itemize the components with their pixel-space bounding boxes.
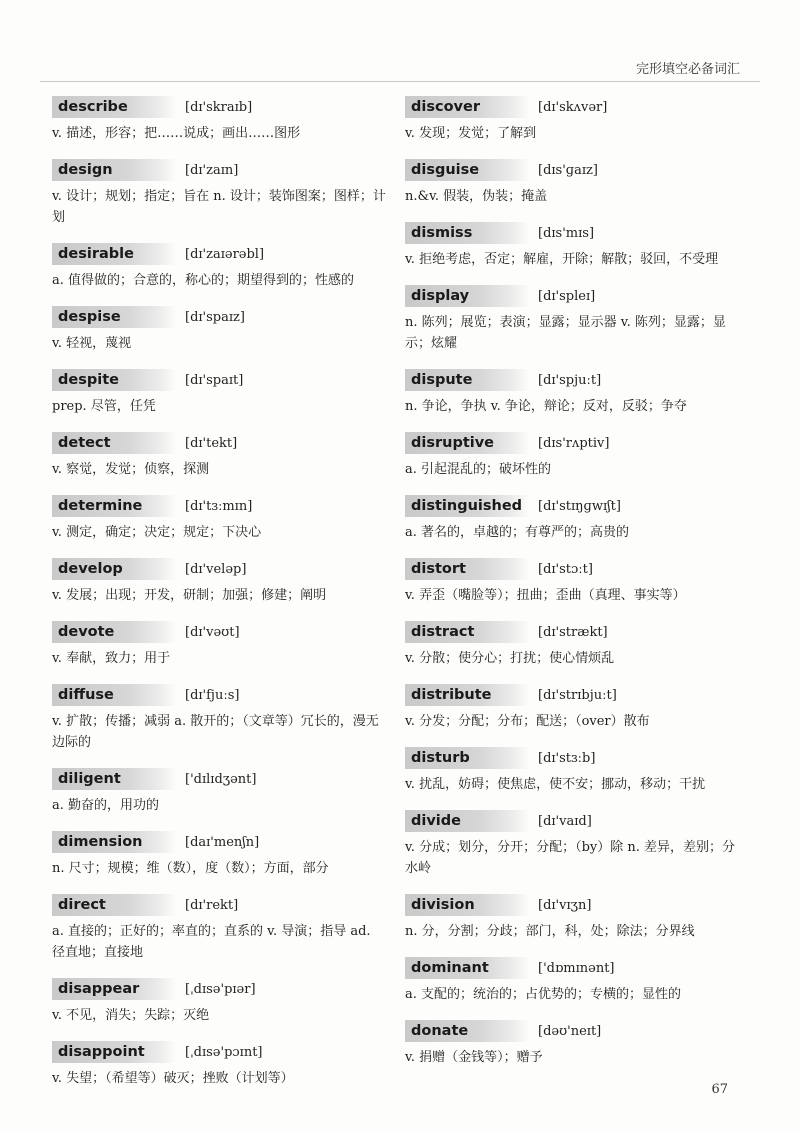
entry-headword-row — [52, 977, 387, 1001]
definition: v. 分散；使分心；打扰；使心情烦乱 — [405, 651, 615, 666]
entry-headword-row — [405, 221, 740, 245]
phonetic: [dɪ'zaɪərəbl] — [185, 246, 265, 262]
headword: disappear — [52, 978, 177, 1000]
vocab-entry — [405, 893, 740, 942]
vocab-entry — [52, 368, 387, 417]
phonetic: [dɪ'strækt] — [538, 624, 608, 640]
headword: direct — [52, 894, 177, 916]
headword: determine — [52, 495, 177, 517]
entry-headword-row — [52, 431, 387, 455]
vocab-entry — [52, 431, 387, 480]
headword: desirable — [52, 243, 177, 265]
vocab-entry — [52, 830, 387, 879]
headword: despise — [52, 306, 177, 328]
phonetic: [dɪ'rekt] — [185, 897, 239, 913]
definition: prep. 尽管，任凭 — [52, 399, 156, 414]
definition: n. 陈列；展览；表演；显露；显示器 v. 陈列；显露；显示；炫耀 — [405, 315, 726, 351]
vocab-entry — [52, 767, 387, 816]
definition: v. 设计；规划；指定；旨在 n. 设计；装饰图案；图样；计划 — [52, 189, 386, 225]
phonetic: ['dɒmɪnənt] — [538, 960, 615, 976]
definition: v. 发现；发觉；了解到 — [405, 126, 537, 141]
definition: v. 分发；分配；分布；配送；（over）散布 — [405, 714, 650, 729]
phonetic: [dɪ'tɜːmɪn] — [185, 498, 253, 514]
entry-headword-row — [52, 1040, 387, 1064]
headword: division — [405, 894, 530, 916]
definition: a. 著名的，卓越的；有尊严的；高贵的 — [405, 525, 630, 540]
definition: n. 争论，争执 v. 争论，辩论；反对，反驳；争夺 — [405, 399, 687, 414]
headword: devote — [52, 621, 177, 643]
headword: donate — [405, 1020, 530, 1042]
phonetic: [dɪ'stɔːt] — [538, 561, 593, 577]
headword: distribute — [405, 684, 530, 706]
headword: distract — [405, 621, 530, 643]
entry-headword-row — [405, 431, 740, 455]
vocab-entry — [52, 893, 387, 963]
vocab-entry — [52, 1040, 387, 1089]
entry-headword-row — [52, 767, 387, 791]
definition: n.&v. 假装，伪装；掩盖 — [405, 189, 548, 204]
vocab-entry — [52, 683, 387, 753]
entry-headword-row — [52, 368, 387, 392]
definition: v. 发展；出现；开发，研制；加强；修建；阐明 — [52, 588, 327, 603]
definition: v. 拒绝考虑，否定；解雇，开除；解散；驳回，不受理 — [405, 252, 719, 267]
definition: v. 描述，形容；把……说成；画出……图形 — [52, 126, 301, 141]
phonetic: [dɪ'spleɪ] — [538, 288, 596, 304]
headword: disturb — [405, 747, 530, 769]
entry-headword-row — [52, 494, 387, 518]
phonetic: [dɪ'veləp] — [185, 561, 247, 577]
phonetic: [dɪ'vaɪd] — [538, 813, 592, 829]
headword: dismiss — [405, 222, 530, 244]
phonetic: [dɪ'strɪbjuːt] — [538, 687, 617, 703]
entry-headword-row — [52, 683, 387, 707]
headword: design — [52, 159, 177, 181]
entry-headword-row — [405, 1019, 740, 1043]
phonetic: [dɪ'spjuːt] — [538, 372, 602, 388]
entry-headword-row — [405, 956, 740, 980]
vocab-entry — [52, 305, 387, 354]
phonetic: [dɪs'mɪs] — [538, 225, 595, 241]
definition: n. 分，分割；分歧；部门，科，处；除法；分界线 — [405, 924, 695, 939]
vocab-entry — [405, 557, 740, 606]
phonetic: [dɪ'vɪʒn] — [538, 897, 592, 913]
left-column — [52, 95, 387, 1103]
vocab-entry — [405, 368, 740, 417]
vocab-entry — [405, 956, 740, 1005]
definition: v. 失望；（希望等）破灭；挫败（计划等） — [52, 1071, 294, 1086]
phonetic: [dɪs'rʌptiv] — [538, 435, 610, 451]
entry-headword-row — [52, 158, 387, 182]
headword: detect — [52, 432, 177, 454]
phonetic: ['dɪlɪdʒənt] — [185, 771, 257, 787]
headword: despite — [52, 369, 177, 391]
entry-headword-row — [405, 620, 740, 644]
phonetic: [ˌdɪsə'pɔɪnt] — [185, 1044, 263, 1060]
vocab-entry — [405, 1019, 740, 1068]
vocab-entry — [405, 95, 740, 144]
headword: diligent — [52, 768, 177, 790]
phonetic: [dɪ'zaɪn] — [185, 162, 239, 178]
definition: v. 分成；划分，分开；分配；（by）除 n. 差异，差别；分水岭 — [405, 840, 736, 876]
entry-headword-row — [52, 893, 387, 917]
definition: v. 捐赠（金钱等）；赠予 — [405, 1050, 543, 1065]
headword: divide — [405, 810, 530, 832]
headword: display — [405, 285, 530, 307]
phonetic: [dɪs'ɡaɪz] — [538, 162, 598, 178]
definition: a. 值得做的；合意的，称心的；期望得到的；性感的 — [52, 273, 355, 288]
phonetic: [dɪ'skʌvər] — [538, 99, 608, 115]
headword: describe — [52, 96, 177, 118]
section-title: 完形填空必备词汇 — [635, 62, 740, 77]
entry-headword-row — [52, 305, 387, 329]
entry-headword-row — [405, 494, 740, 518]
phonetic: [daɪ'menʃn] — [185, 834, 260, 850]
headword: distinguished — [405, 495, 530, 517]
definition: v. 测定，确定；决定；规定；下决心 — [52, 525, 262, 540]
definition: a. 引起混乱的；破坏性的 — [405, 462, 552, 477]
vocab-entry — [52, 494, 387, 543]
headword: discover — [405, 96, 530, 118]
entry-headword-row — [52, 620, 387, 644]
header-divider — [40, 81, 760, 82]
headword: dimension — [52, 831, 177, 853]
entry-headword-row — [405, 158, 740, 182]
definition: v. 察觉，发觉；侦察，探测 — [52, 462, 210, 477]
definition: v. 不见，消失；失踪；灭绝 — [52, 1008, 210, 1023]
definition: v. 轻视，蔑视 — [52, 336, 132, 351]
phonetic: [dɪ'skraɪb] — [185, 99, 253, 115]
vocab-entry — [52, 95, 387, 144]
vocab-entry — [405, 431, 740, 480]
vocab-entry — [52, 158, 387, 228]
vocab-entry — [405, 158, 740, 207]
page-number: 67 — [711, 1082, 728, 1097]
definition: a. 直接的；正好的；率直的；直系的 v. 导演；指导 ad. 径直地；直接地 — [52, 924, 371, 960]
headword: distort — [405, 558, 530, 580]
definition: a. 勤奋的，用功的 — [52, 798, 160, 813]
right-column — [405, 95, 740, 1082]
entry-headword-row — [405, 683, 740, 707]
phonetic: [dɪ'tekt] — [185, 435, 238, 451]
vocab-entry — [405, 284, 740, 354]
phonetic: [dɪ'stɜːb] — [538, 750, 596, 766]
phonetic: [dɪ'spaɪz] — [185, 309, 245, 325]
vocab-entry — [52, 242, 387, 291]
phonetic: [dɪ'spaɪt] — [185, 372, 244, 388]
vocab-entry — [405, 620, 740, 669]
headword: dominant — [405, 957, 530, 979]
headword: disguise — [405, 159, 530, 181]
phonetic: [ˌdɪsə'pɪər] — [185, 981, 256, 997]
entry-headword-row — [405, 746, 740, 770]
vocab-entry — [52, 977, 387, 1026]
phonetic: [dɪ'fjuːs] — [185, 687, 240, 703]
entry-headword-row — [405, 95, 740, 119]
vocab-entry — [405, 221, 740, 270]
definition: v. 弄歪（嘴脸等）；扭曲；歪曲（真理、事实等） — [405, 588, 686, 603]
entry-headword-row — [405, 893, 740, 917]
definition: a. 支配的；统治的；占优势的；专横的；显性的 — [405, 987, 682, 1002]
definition: v. 扩散；传播；减弱 a. 散开的；（文章等）冗长的，漫无边际的 — [52, 714, 379, 750]
definition: v. 奉献，致力；用于 — [52, 651, 171, 666]
entry-headword-row — [52, 557, 387, 581]
vocab-entry — [52, 620, 387, 669]
vocab-entry — [405, 683, 740, 732]
vocab-entry — [405, 494, 740, 543]
vocab-entry — [405, 746, 740, 795]
entry-headword-row — [52, 242, 387, 266]
phonetic: [dɪ'stɪŋɡwɪʃt] — [538, 498, 621, 514]
entry-headword-row — [405, 284, 740, 308]
entry-headword-row — [405, 368, 740, 392]
entry-headword-row — [52, 95, 387, 119]
definition: n. 尺寸；规模；维（数），度（数）；方面，部分 — [52, 861, 329, 876]
phonetic: [dɪ'vəʊt] — [185, 624, 240, 640]
vocab-entry — [405, 809, 740, 879]
headword: disruptive — [405, 432, 530, 454]
headword: develop — [52, 558, 177, 580]
vocab-entry — [52, 557, 387, 606]
entry-headword-row — [52, 830, 387, 854]
entry-headword-row — [405, 557, 740, 581]
headword: disappoint — [52, 1041, 177, 1063]
phonetic: [dəʊ'neɪt] — [538, 1023, 602, 1039]
headword: dispute — [405, 369, 530, 391]
definition: v. 扰乱，妨碍；使焦虑，使不安；挪动，移动；干扰 — [405, 777, 706, 792]
entry-headword-row — [405, 809, 740, 833]
headword: diffuse — [52, 684, 177, 706]
